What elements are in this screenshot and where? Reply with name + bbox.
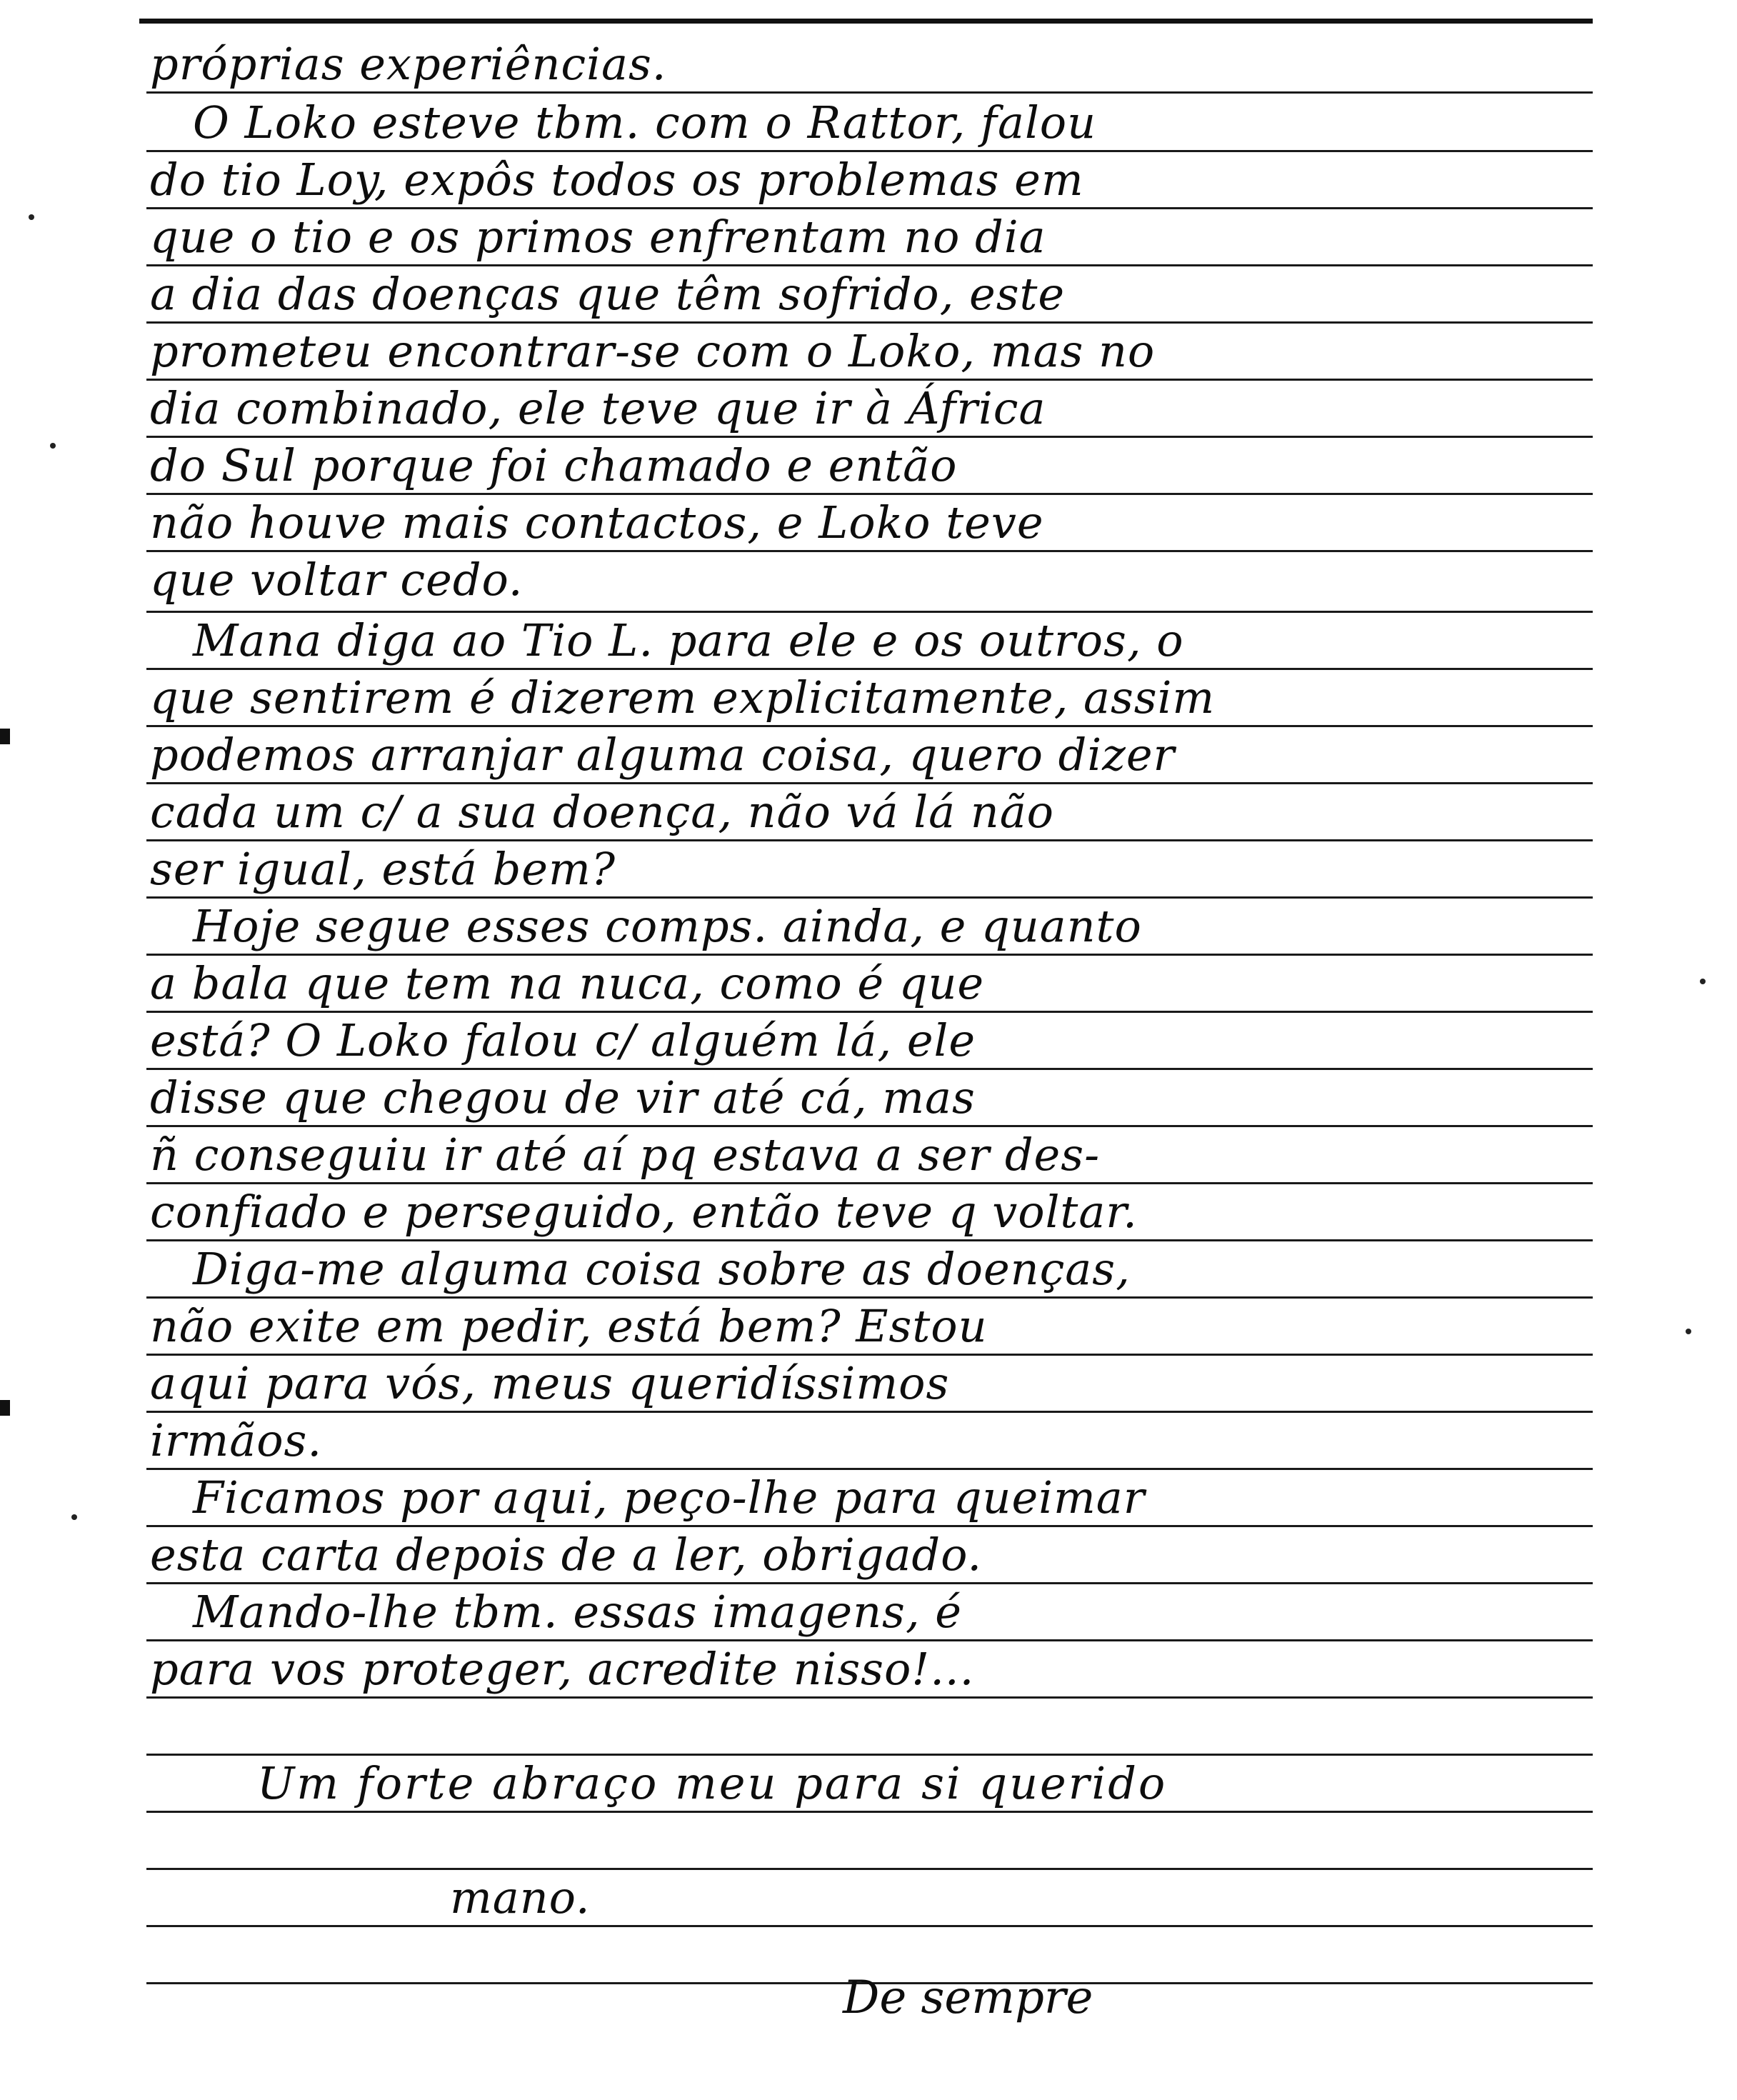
letter-line: que voltar cedo. [150,554,524,606]
letter-line: disse que chegou de vir até cá, mas [150,1071,976,1124]
letter-line: não houve mais contactos, e Loko teve [150,496,1044,549]
scan-speck [1686,1329,1691,1334]
letter-line: que sentirem é dizerem explicitamente, assim [150,671,1216,724]
letter-line: do Sul porque foi chamado e então [150,439,958,491]
letter-line: Diga-me alguma coisa sobre as doenças, [193,1243,1131,1295]
letter-line: próprias experiências. [150,38,667,90]
letter-line: Hoje segue esses comps. ainda, e quanto [193,900,1142,952]
letter-line: ñ conseguiu ir até aí pq estava a ser des- [150,1129,1101,1181]
signature: De sempre [843,1971,1093,2024]
letter-line [150,1696,1593,1756]
scan-speck [50,443,56,449]
letter-line: mano. [450,1871,591,1924]
letter-line: cada um c/ a sua doença, não vá lá não [150,786,1054,838]
letter-line: do tio Loy, expôs todos os problemas em [150,154,1084,206]
letter-line: Mana diga ao Tio L. para ele e os outros, o [193,614,1184,666]
letter-line: aqui para vós, meus queridíssimos [150,1357,950,1409]
letter-line [150,1811,1593,1871]
letter-line: podemos arranjar alguma coisa, quero dizer [150,729,1176,781]
letter-line: esta carta depois de a ler, obrigado. [150,1529,983,1581]
letter-line: dia combinado, ele teve que ir à África [150,382,1046,434]
scan-speck [29,214,34,220]
letter-line: Ficamos por aqui, peço-lhe para queimar [193,1471,1146,1524]
letter-line: prometeu encontrar-se com o Loko, mas no [150,325,1156,377]
letter-line: ser igual, está bem? [150,843,616,895]
scan-speck [71,1514,77,1520]
letter-line: irmãos. [150,1414,323,1466]
top-rule [139,19,1593,24]
scan-speck [1700,979,1706,984]
letter-line: que o tio e os primos enfrentam no dia [150,211,1046,263]
letter-line: não exite em pedir, está bem? Estou [150,1300,988,1352]
letter-line: a bala que tem na nuca, como é que [150,957,985,1009]
letter-line: Um forte abraço meu para si querido [257,1757,1168,1809]
margin-mark [0,1400,10,1416]
letter-line: está? O Loko falou c/ alguém lá, ele [150,1014,976,1066]
letter-line: para vos proteger, acredite nisso!... [150,1643,975,1695]
letter-line: O Loko esteve tbm. com o Rattor, falou [193,96,1097,149]
letter-line: confiado e perseguido, então teve q voltar. [150,1186,1138,1238]
letter-line: Mando-lhe tbm. essas imagens, é [193,1586,962,1638]
margin-mark [0,729,10,744]
letter-line: a dia das doenças que têm sofrido, este [150,268,1066,320]
